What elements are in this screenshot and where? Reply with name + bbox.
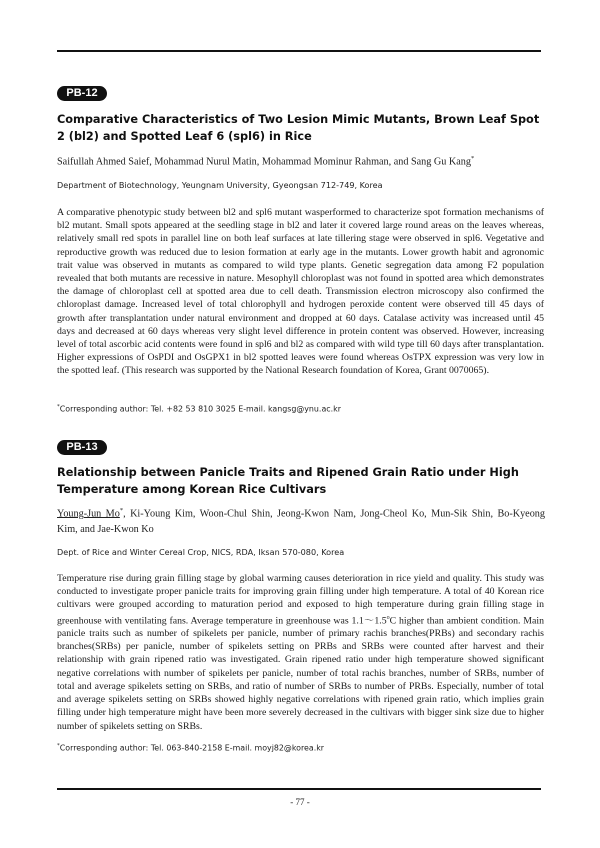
- abstract-text-part-1: Temperature rise during grain filling stage by global warming causes deterioration in rice yield and quality. This study was conducted to investigate proper panicle traits for improving grain filling under high temperature. A total of 40 Korean rice cultivars were grouped according to maturation period and exposed to high temperature during grain filling stage in greenhouse with ventilating fans. Average temperature in greenhouse was 1.1～1.5: [57, 573, 544, 626]
- authors-text: Saifullah Ahmed Saief, Mohammad Nurul Matin, Mohammad Mominur Rahman, and Sang Gu Kang: [57, 156, 471, 168]
- page-number: - 77 -: [290, 797, 310, 807]
- affiliation: Dept. of Rice and Winter Cereal Crop, NICS, RDA, Iksan 570-080, Korea: [57, 547, 345, 557]
- abstract-text-part-2: C higher than ambient condition. Main panicle traits such as number of spikelets per panicle, number of primary rachis branches(PRBs) and secondary rachis branches(SRBs) per panicle, number of spikelets setting on PRBs and SRBs were counted after harvest and their relationship with grain ripened ratio was investigated. Grain ripened ratio under high temperature showed significant negative correlations with number of spikelets per panicle, number of total rachis branches, number of SRBs, number of total and average spikelets setting on SRBs, and ratio of number of SRBs to number of PRBs. Especially, number of total and average spikelets setting on SRBs showed highly negative correlations with ripened grain ratio, which implies grain filling under high temperature might have been more severely decreased in the cultivars with bigger sink size due to higher number of spikelets setting on SRBs.: [57, 614, 544, 732]
- corresponding-mark: *: [470, 155, 475, 162]
- corresponding-text: Corresponding author: Tel. +82 53 810 3025 E-mail. kangsg@ynu.ac.kr: [59, 404, 341, 414]
- section-code-badge: PB-13: [57, 440, 107, 455]
- bottom-rule: [57, 788, 541, 790]
- corresponding-text: Corresponding author: Tel. 063-840-2158 E-mail. moyj82@korea.kr: [59, 743, 325, 753]
- authors-text: , Ki-Young Kim, Woon-Chul Shin, Jeong-Kwon Nam, Jong-Cheol Ko, Mun-Sik Shin, Bo-Kyeong Kim, and Jae-Kwon Ko: [57, 508, 545, 536]
- section-code-badge: PB-12: [57, 86, 107, 101]
- corresponding-mark: *: [119, 507, 124, 514]
- abstract-title: Comparative Characteristics of Two Lesion Mimic Mutants, Brown Leaf Spot 2 (bl2) and Spotted Leaf 6 (spl6) in Rice: [57, 113, 540, 143]
- corresponding-author: [57, 741, 545, 754]
- abstract-body: [57, 572, 544, 733]
- top-rule: [57, 50, 541, 52]
- affiliation: Department of Biotechnology, Yeungnam University, Gyeongsan 712-749, Korea: [57, 180, 383, 190]
- abstract-body: A comparative phenotypic study between bl2 and spl6 mutant wasperformed to characterize spot formation mechanisms of bl2 mutant. Small spots appeared at the seedling stage in bl2 and later it covered large round areas on the leaves whereas, relatively small red spots in parallel line on both leaf surfaces at late tillering stage were observed in spl6. Vegetative and reproductive growth was reduced due to lesion formation at early age in the mutants. Lower growth habit and agronomic trait value was observed in mutants as compared to wild type plants. Genetic segregation data among F2 population revealed that both mutants are recessive in nature. Mesophyll chloroplast was not found in spotted area which demonstrates the damage of chloroplast cell at spotted area due to cell death. Transmission electron microscopy also confirmed the chloroplast damage. Increased level of total chlorophyll and hydrogen peroxide content were observed till 45 days of growth after transplantation under natural environment and dropped at 60 days. Catalase activity was increased until 45 days and decreased at 60 days whereas very slight level difference in protein content was observed. However, increasing level of total ascorbic acid contents were found in spl6 and bl2 as compared with wild type till 60 days after transplantation. Higher expressions of OsPDI and OsGPX1 in bl2 spotted leaves were found whereas OsTPX expression was very low in the spotted leaf. (This research was supported by the National Research foundation of Korea, Grant 0070065).: [57, 207, 544, 377]
- corresponding-mark: *: [57, 404, 60, 410]
- degree-mark: o: [386, 614, 390, 621]
- abstract-title: Relationship between Panicle Traits and Ripened Grain Ratio under High Temperature among Korean Rice Cultivars: [57, 466, 519, 496]
- first-author: Young-Jun Mo: [57, 508, 120, 520]
- corresponding-mark: *: [57, 743, 60, 749]
- corresponding-author: [57, 402, 545, 415]
- author-list: [57, 151, 545, 170]
- author-list: [57, 503, 545, 538]
